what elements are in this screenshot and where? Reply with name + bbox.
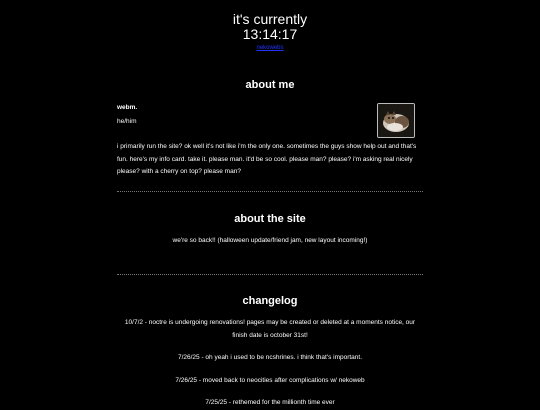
avatar-image [377, 103, 415, 138]
changelog-entry: 7/26/25 - oh yeah i used to be ncshrines. i think that's important. [177, 354, 363, 361]
about-site-heading: about the site [234, 212, 306, 225]
clock-header [0, 0, 540, 52]
user-pronouns: he/him [117, 118, 137, 125]
clock-label: it's currently [232, 11, 308, 27]
webring-link-2[interactable]: webs [269, 45, 284, 51]
section-divider [117, 274, 423, 275]
webring-links [0, 44, 540, 52]
changelog-entry: 10/7/2 - noctre is undergoing renovations! pages may be created or deleted at a moments notice, our finish date is october 31st! [124, 319, 416, 339]
cat-photo-icon [378, 104, 414, 137]
about-me-section [117, 103, 423, 179]
section-divider [117, 191, 423, 192]
about-me-text: i primarily run the site? ok well it's not like i'm the only one. sometimes the guys show help out and that's fun. here's my info card. take it. please man. it'd be so cool. please man? please? i'm asking real nicely please? with a cherry on top? please man? [117, 143, 417, 175]
about-me-heading: about me [245, 79, 295, 91]
changelog-heading: changelog [242, 295, 298, 307]
changelog-entry: 7/26/25 - moved back to neocities after complications w/ nekoweb [175, 376, 365, 384]
main-content [117, 79, 423, 410]
about-site-text: we're so back!! (halloween update/friend jam, new layout incoming!) [172, 236, 368, 244]
webring-link-1[interactable]: neko [256, 45, 270, 51]
clock-time: 13:14:17 [242, 26, 298, 42]
changelog-entry: 7/25/25 - rethemed for the millionth time ever [205, 399, 335, 406]
changelog-list [117, 317, 423, 410]
user-name: webm. [117, 104, 138, 111]
